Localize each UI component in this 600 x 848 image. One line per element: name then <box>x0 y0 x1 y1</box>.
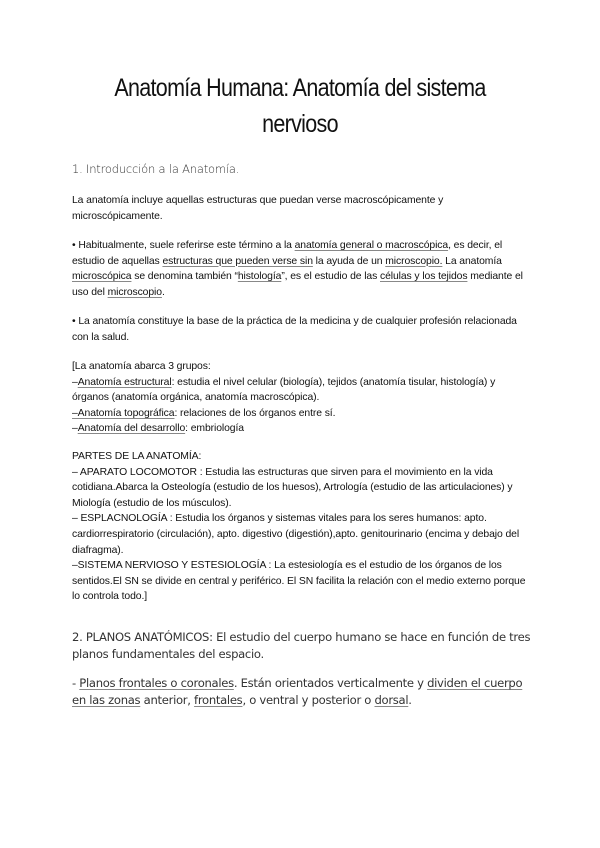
text: se denomina también “ <box>131 271 238 283</box>
underlined-term: estructuras que pueden verse sin <box>162 255 313 267</box>
page-title <box>94 70 507 142</box>
underlined-term: anatomía general o macroscópica <box>294 240 449 251</box>
groups-intro: [La anatomía abarca 3 grupos: <box>72 361 211 372</box>
section-2-heading: 2. PLANOS ANATÓMICOS: El estudio del cuerpo humano se hace en función de tres planos fundamentales del espacio. <box>72 630 531 661</box>
partes-heading: PARTES DE LA ANATOMÍA: <box>72 451 202 462</box>
paragraph-habitualmente <box>72 238 534 300</box>
groups-block <box>72 359 534 437</box>
group-item-topografica <box>72 406 534 422</box>
underlined-term: histología <box>237 271 282 283</box>
paragraph-intro: La anatomía incluye aquellas estructuras que puedan verse macroscópicamente y microscópicamente. <box>72 195 444 222</box>
partes-block <box>72 449 534 605</box>
text: • Habitualmente, suele referirse este término a la <box>72 240 295 251</box>
text: . Están orientados verticalmente y <box>233 676 428 690</box>
title-line-1: Anatomía Humana: Anatomía del sistema <box>114 74 486 102</box>
underlined-term: dorsal <box>374 693 409 707</box>
dash: - <box>72 676 80 690</box>
text: la ayuda de un <box>312 255 386 267</box>
dash: – <box>72 423 78 435</box>
planos-frontales-paragraph <box>72 675 534 709</box>
underlined-term: microscopio. <box>385 255 443 267</box>
underlined-term: dividen el cuerpo en las zonas <box>72 676 523 707</box>
text: , o ventral y posterior o <box>242 693 375 707</box>
group-item-estructural <box>72 375 534 406</box>
text: : estudia el nivel celular (biología), tejidos (anatomía tisular, histología) y órganos (anatomía orgánica, anatomía macroscópica). <box>72 376 496 404</box>
partes-item-sistema-nervioso: –SISTEMA NERVIOSO Y ESTESIOLOGÍA : La estesiología es el estudio de los órganos de los sentidos.El SN se divide en central y periférico. El SN facilita la relación con el medio externo porque lo controla todo.] <box>72 560 526 603</box>
underlined-term: células y los tejidos <box>380 271 468 283</box>
group-item-desarrollo <box>72 421 534 437</box>
text: : relaciones de los órganos entre sí. <box>174 407 336 419</box>
underlined-term: –Anatomía topográfica <box>72 407 175 419</box>
text: . <box>161 286 165 298</box>
underlined-term: frontales <box>194 693 243 707</box>
title-line-2: nervioso <box>262 110 338 138</box>
text: . <box>408 693 412 707</box>
partes-item-locomotor: – APARATO LOCOMOTOR : Estudia las estructuras que sirven para el movimiento en la vida cotidiana.Abarca la Osteología (estudio de los huesos), Artrología (estudio de las articulaciones) y Miología (estudio de los músculos). <box>72 466 513 509</box>
text: anterior, <box>140 693 195 707</box>
partes-item-esplacnologia: – ESPLACNOLOGÍA : Estudia los órganos y sistemas vitales para los seres humanos: apto. cardiorrespiratorio (circulación), apto. digestivo (digestión),apto. genitourinario (encima y debajo del diafragma). <box>72 513 520 556</box>
underlined-term: microscópica <box>72 271 132 283</box>
text: mediante el uso del <box>72 271 523 298</box>
underlined-term: microscopio <box>107 286 162 298</box>
text: La anatomía <box>442 255 502 267</box>
text: : embriología <box>185 423 244 435</box>
underlined-term: Planos frontales o coronales <box>79 676 234 690</box>
underlined-term: Anatomía estructural <box>77 376 172 388</box>
text: , es decir, el estudio de aquellas <box>72 240 503 267</box>
dash: – <box>72 376 78 388</box>
text: ”, es el estudio de las <box>281 271 380 283</box>
section-1-heading: 1. Introducción a la Anatomía. <box>72 162 240 176</box>
paragraph-base-medicina: • La anatomía constituye la base de la práctica de la medicina y de cualquier profesión relacionada con la salud. <box>72 316 517 343</box>
underlined-term: Anatomía del desarrollo <box>77 423 186 435</box>
